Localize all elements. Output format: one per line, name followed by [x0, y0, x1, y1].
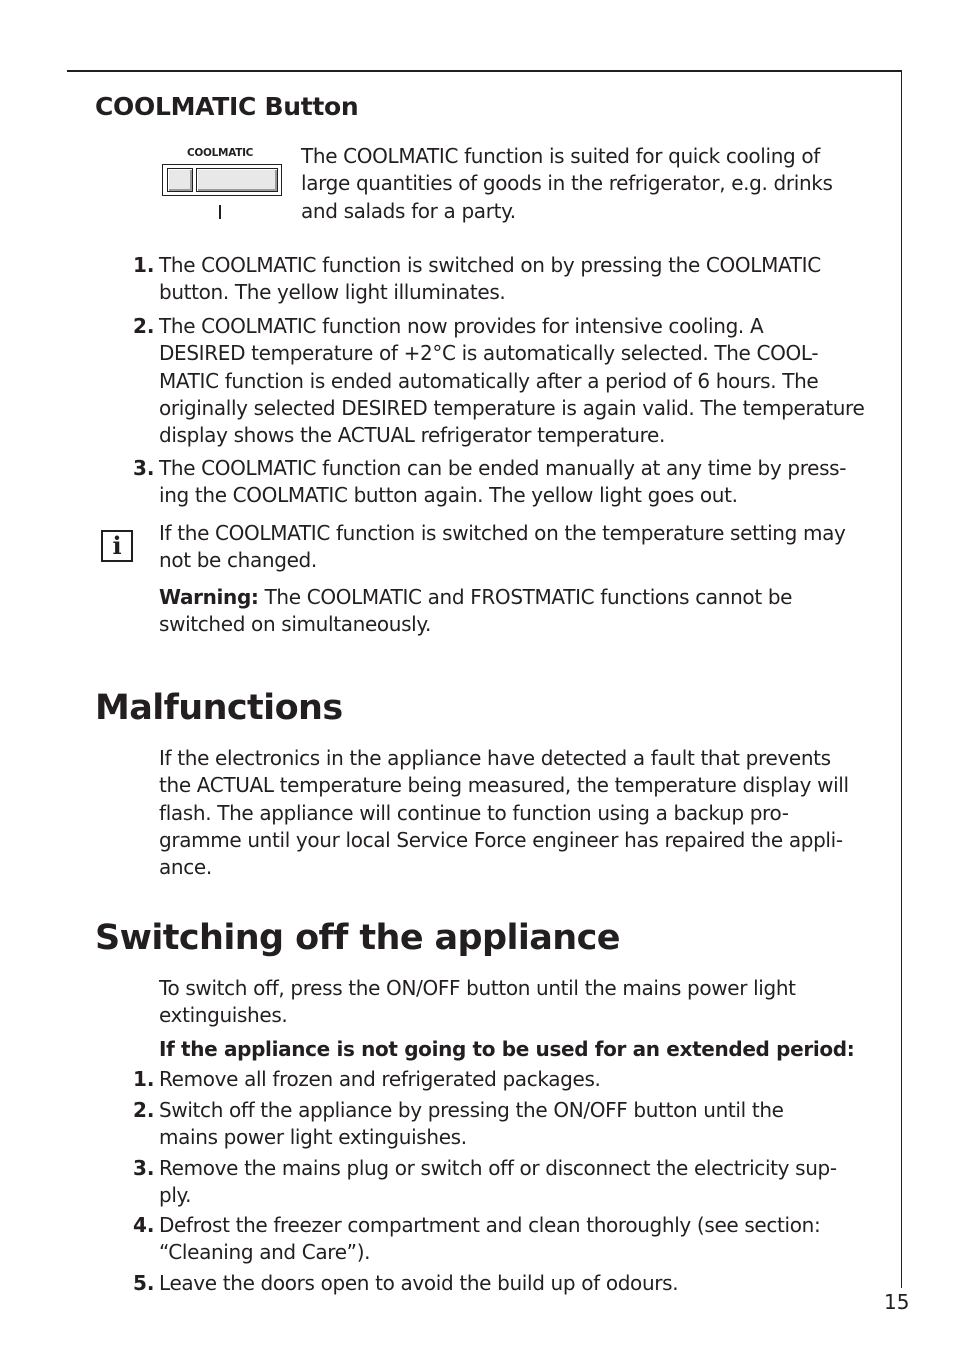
info-note: [159, 520, 889, 575]
paragraph-line: flash. The appliance will continue to function using a backup pro-: [159, 800, 789, 825]
coolmatic-panel-illustration: [162, 146, 284, 221]
info-icon: i: [101, 530, 133, 562]
panel-frame: [162, 164, 282, 196]
list-text: [159, 252, 884, 307]
warning-label: Warning:: [159, 585, 259, 609]
paragraph-line: gramme until your local Service Force engineer has repaired the appli-: [159, 827, 843, 852]
info-note-line: If the COOLMATIC function is switched on the temperature setting may: [159, 521, 846, 545]
switching-off-intro: [159, 975, 889, 1030]
list-line: “Cleaning and Care”).: [159, 1240, 371, 1265]
coolmatic-intro-line: large quantities of goods in the refrigerator, e.g. drinks: [301, 171, 833, 196]
list-line: ply.: [159, 1183, 192, 1208]
list-line: The COOLMATIC function can be ended manually at any time by press-: [159, 456, 847, 480]
paragraph-line: extinguishes.: [159, 1003, 288, 1028]
coolmatic-intro-line: and salads for a party.: [301, 198, 516, 223]
page-number: 15: [884, 1290, 910, 1314]
list-line: Leave the doors open to avoid the build up of odours.: [159, 1271, 679, 1295]
extended-period-subheading: If the appliance is not going to be used for an extended period:: [159, 1037, 855, 1061]
list-text: [159, 1097, 884, 1152]
list-text: [159, 455, 884, 510]
warning-note: [159, 584, 889, 639]
list-line: The COOLMATIC function now provides for intensive cooling. A: [159, 314, 764, 338]
list-line: button. The yellow light illuminates.: [159, 280, 506, 305]
list-number: 1.: [133, 253, 155, 277]
coolmatic-panel-label: COOLMATIC: [187, 147, 254, 159]
list-text: [159, 313, 884, 449]
indicator-light-icon: [167, 168, 193, 192]
marker-tick-icon: [219, 205, 221, 219]
list-number: 3.: [133, 1156, 155, 1180]
coolmatic-button-icon: [196, 168, 278, 192]
list-text: [159, 1066, 884, 1093]
list-number: 1.: [133, 1067, 155, 1091]
warning-line: switched on simultaneously.: [159, 612, 432, 637]
top-rule: [67, 70, 902, 72]
list-line: The COOLMATIC function is switched on by pressing the COOLMATIC: [159, 253, 821, 277]
coolmatic-intro-line: The COOLMATIC function is suited for quick cooling of: [301, 144, 820, 168]
malfunctions-text: [159, 745, 889, 881]
switching-off-heading: Switching off the appliance: [95, 918, 620, 958]
list-text: [159, 1270, 884, 1297]
paragraph-line: To switch off, press the ON/OFF button until the mains power light: [159, 976, 796, 1000]
list-line: display shows the ACTUAL refrigerator temperature.: [159, 423, 665, 448]
list-line: Remove all frozen and refrigerated packages.: [159, 1067, 601, 1091]
list-line: ing the COOLMATIC button again. The yellow light goes out.: [159, 483, 738, 508]
list-line: Switch off the appliance by pressing the ON/OFF button until the: [159, 1098, 784, 1122]
paragraph-line: the ACTUAL temperature being measured, the temperature display will: [159, 773, 849, 798]
right-margin-rule: [901, 70, 902, 1288]
coolmatic-intro: [301, 143, 891, 225]
list-number: 4.: [133, 1213, 155, 1237]
info-note-line: not be changed.: [159, 548, 317, 573]
warning-text: The COOLMATIC and FROSTMATIC functions cannot be: [258, 585, 793, 609]
list-line: Defrost the freezer compartment and clean thoroughly (see section:: [159, 1213, 821, 1237]
list-number: 3.: [133, 456, 155, 480]
list-line: MATIC function is ended automatically after a period of 6 hours. The: [159, 368, 819, 393]
paragraph-line: If the electronics in the appliance have detected a fault that prevents: [159, 746, 831, 770]
list-line: originally selected DESIRED temperature is again valid. The temperature: [159, 395, 865, 420]
list-text: [159, 1212, 884, 1267]
list-line: mains power light extinguishes.: [159, 1125, 467, 1150]
paragraph-line: ance.: [159, 855, 212, 880]
list-line: DESIRED temperature of +2°C is automatically selected. The COOL-: [159, 341, 819, 366]
list-number: 2.: [133, 314, 155, 338]
list-number: 2.: [133, 1098, 155, 1122]
list-text: [159, 1155, 884, 1210]
list-number: 5.: [133, 1271, 155, 1295]
warning-line: [159, 584, 889, 611]
malfunctions-heading: Malfunctions: [95, 688, 343, 728]
list-line: Remove the mains plug or switch off or disconnect the electricity sup-: [159, 1156, 837, 1180]
coolmatic-heading: COOLMATIC Button: [95, 92, 359, 121]
